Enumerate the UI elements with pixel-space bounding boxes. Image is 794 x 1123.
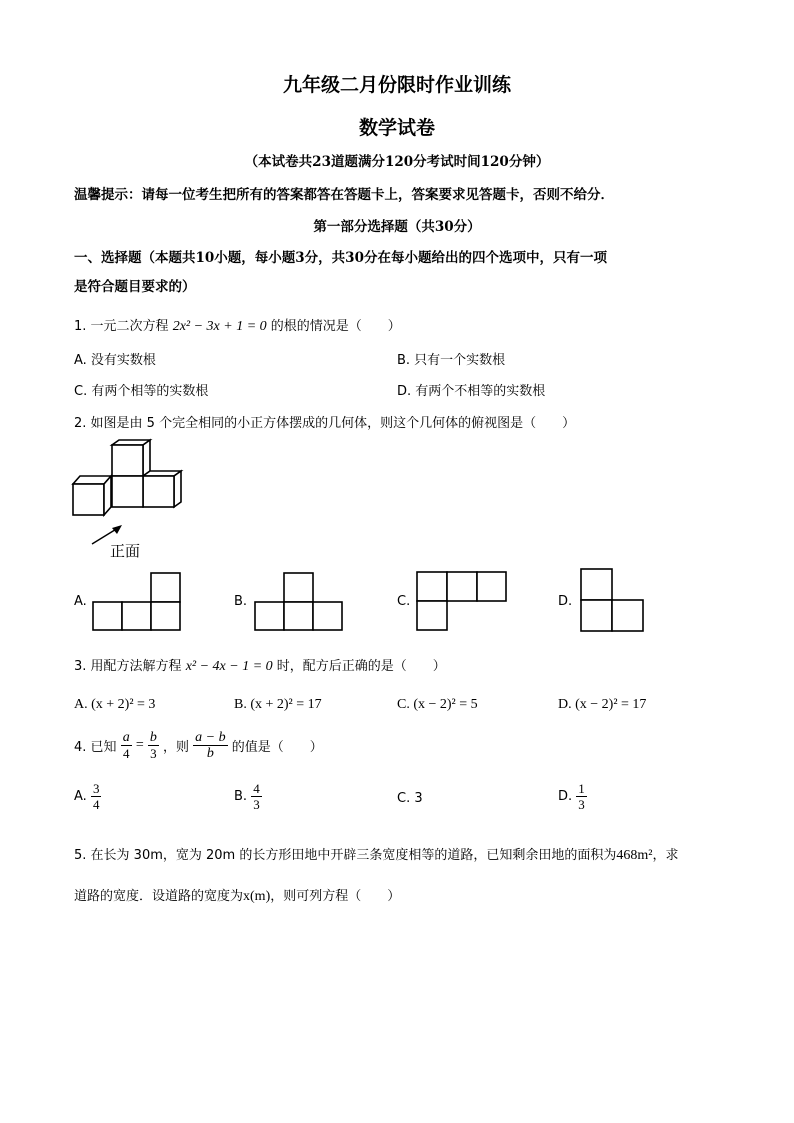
fraction-numerator: b <box>149 730 157 745</box>
q3-option-d[interactable] <box>558 697 646 713</box>
q3-option-d-text: D. (x − 2)² = 17 <box>558 697 647 712</box>
exam-info: （本试卷共23道题满分120分考试时间120分钟） <box>244 154 550 170</box>
question-5-text-d: ，则可列方程（ ） <box>270 889 401 904</box>
fraction-numerator: a − b <box>195 730 226 745</box>
fraction-numerator: 1 <box>578 781 585 796</box>
q3-option-a-text: A. (x + 2)² = 3 <box>74 697 156 712</box>
question-3-equation: x² − 4x − 1 = 0 <box>185 659 273 674</box>
question-1-suffix: 的根的情况是（ ） <box>270 319 401 334</box>
q4-option-d[interactable] <box>558 781 587 812</box>
question-1-prefix: 1. 一元二次方程 <box>74 319 169 334</box>
q1-option-b[interactable]: B. 只有一个实数根 <box>397 353 506 368</box>
fraction-denominator: 4 <box>92 797 100 812</box>
question-5-text-a: 5. 在长为 30m，宽为 20m 的长方形田地中开辟三条宽度相等的道路，已知剩余田地的面积为 <box>74 848 617 863</box>
question-3-prefix: 3. 用配方法解方程 <box>74 659 182 674</box>
fraction-b-over-3 <box>148 730 159 761</box>
fraction-target <box>193 730 227 761</box>
front-label: 正面 <box>110 542 141 560</box>
q4-option-a-fraction <box>91 781 102 812</box>
question-5-variable: x(m) <box>243 889 271 904</box>
section-heading-line1: 一、选择题（本题共10小题，每小题3分，共30分在每小题给出的四个选项中，只有一项 <box>74 250 607 266</box>
q1-option-d[interactable]: D. 有两个不相等的实数根 <box>397 384 546 399</box>
fraction-numerator: a <box>122 730 130 745</box>
q4-option-d-label: D. <box>558 789 573 804</box>
section-heading-line2: 是符合题目要求的） <box>74 279 196 295</box>
q3-option-b[interactable] <box>234 697 322 713</box>
part-heading: 第一部分选择题（共30分） <box>313 219 481 235</box>
q1-option-a[interactable]: A. 没有实数根 <box>74 353 156 368</box>
fraction-numerator: 3 <box>92 781 100 796</box>
page-subtitle: 数学试卷 <box>358 117 435 139</box>
fraction-a-over-4 <box>121 730 132 761</box>
fraction-denominator: 3 <box>150 746 157 761</box>
q2-option-c-label[interactable]: C. <box>397 594 411 609</box>
q2-option-b-figure[interactable] <box>254 571 344 631</box>
q4-option-b-label: B. <box>234 789 248 804</box>
question-4 <box>74 730 323 761</box>
q2-option-d-label[interactable]: D. <box>558 594 573 609</box>
q4-option-a-label: A. <box>74 789 87 804</box>
q3-option-c-text: C. (x − 2)² = 5 <box>397 697 478 712</box>
cube-stack-figure <box>68 438 193 518</box>
fraction-denominator: 3 <box>578 797 585 812</box>
page-title: 九年级二月份限时作业训练 <box>282 74 511 96</box>
fraction-denominator: b <box>206 746 214 761</box>
question-3-suffix: 时，配方后正确的是（ ） <box>276 659 446 674</box>
fraction-denominator: 4 <box>122 746 130 761</box>
q4-option-a[interactable] <box>74 781 101 812</box>
fraction-numerator: 4 <box>253 781 260 796</box>
q4-option-b-fraction <box>251 781 262 812</box>
question-5-line-1 <box>74 844 678 864</box>
q2-option-b-label[interactable]: B. <box>234 594 248 609</box>
q2-option-a-label[interactable]: A. <box>74 594 87 609</box>
q2-option-d-figure[interactable] <box>579 567 645 633</box>
equals-sign: = <box>135 737 144 753</box>
question-2: 2. 如图是由 5 个完全相同的小正方体摆成的几何体，则这个几何体的俯视图是（ ） <box>74 416 576 431</box>
question-5-area: 468m² <box>616 848 653 863</box>
q1-option-c[interactable]: C. 有两个相等的实数根 <box>74 384 209 399</box>
question-4-prefix: 4. 已知 <box>74 740 117 755</box>
cube-right <box>143 471 181 507</box>
q4-option-d-fraction <box>576 781 587 812</box>
q4-option-c[interactable] <box>397 791 423 806</box>
fraction-denominator: 3 <box>253 797 260 812</box>
question-3 <box>74 655 446 675</box>
q4-option-c-label: C. 3 <box>397 791 423 806</box>
question-1 <box>74 315 401 335</box>
cube-middle <box>104 476 143 515</box>
notice: 温馨提示：请每一位考生把所有的答案都答在答题卡上，答案要求见答题卡，否则不给分． <box>74 187 614 203</box>
question-5-text-c: 道路的宽度．设道路的宽度为 <box>74 889 244 904</box>
q3-option-b-text: B. (x + 2)² = 17 <box>234 697 322 712</box>
cube-top <box>112 440 150 476</box>
question-4-suffix: 的值是（ ） <box>231 740 323 755</box>
question-5-text-b: ，求 <box>652 848 679 863</box>
q3-option-a[interactable] <box>74 697 155 713</box>
question-4-middle: ，则 <box>163 740 190 755</box>
q3-option-c[interactable] <box>397 697 478 713</box>
q2-option-a-figure[interactable] <box>92 571 182 631</box>
question-5-line-2 <box>74 885 400 905</box>
q4-option-b[interactable] <box>234 781 262 812</box>
question-1-equation: 2x² − 3x + 1 = 0 <box>172 319 267 334</box>
q2-option-c-figure[interactable] <box>416 571 508 631</box>
